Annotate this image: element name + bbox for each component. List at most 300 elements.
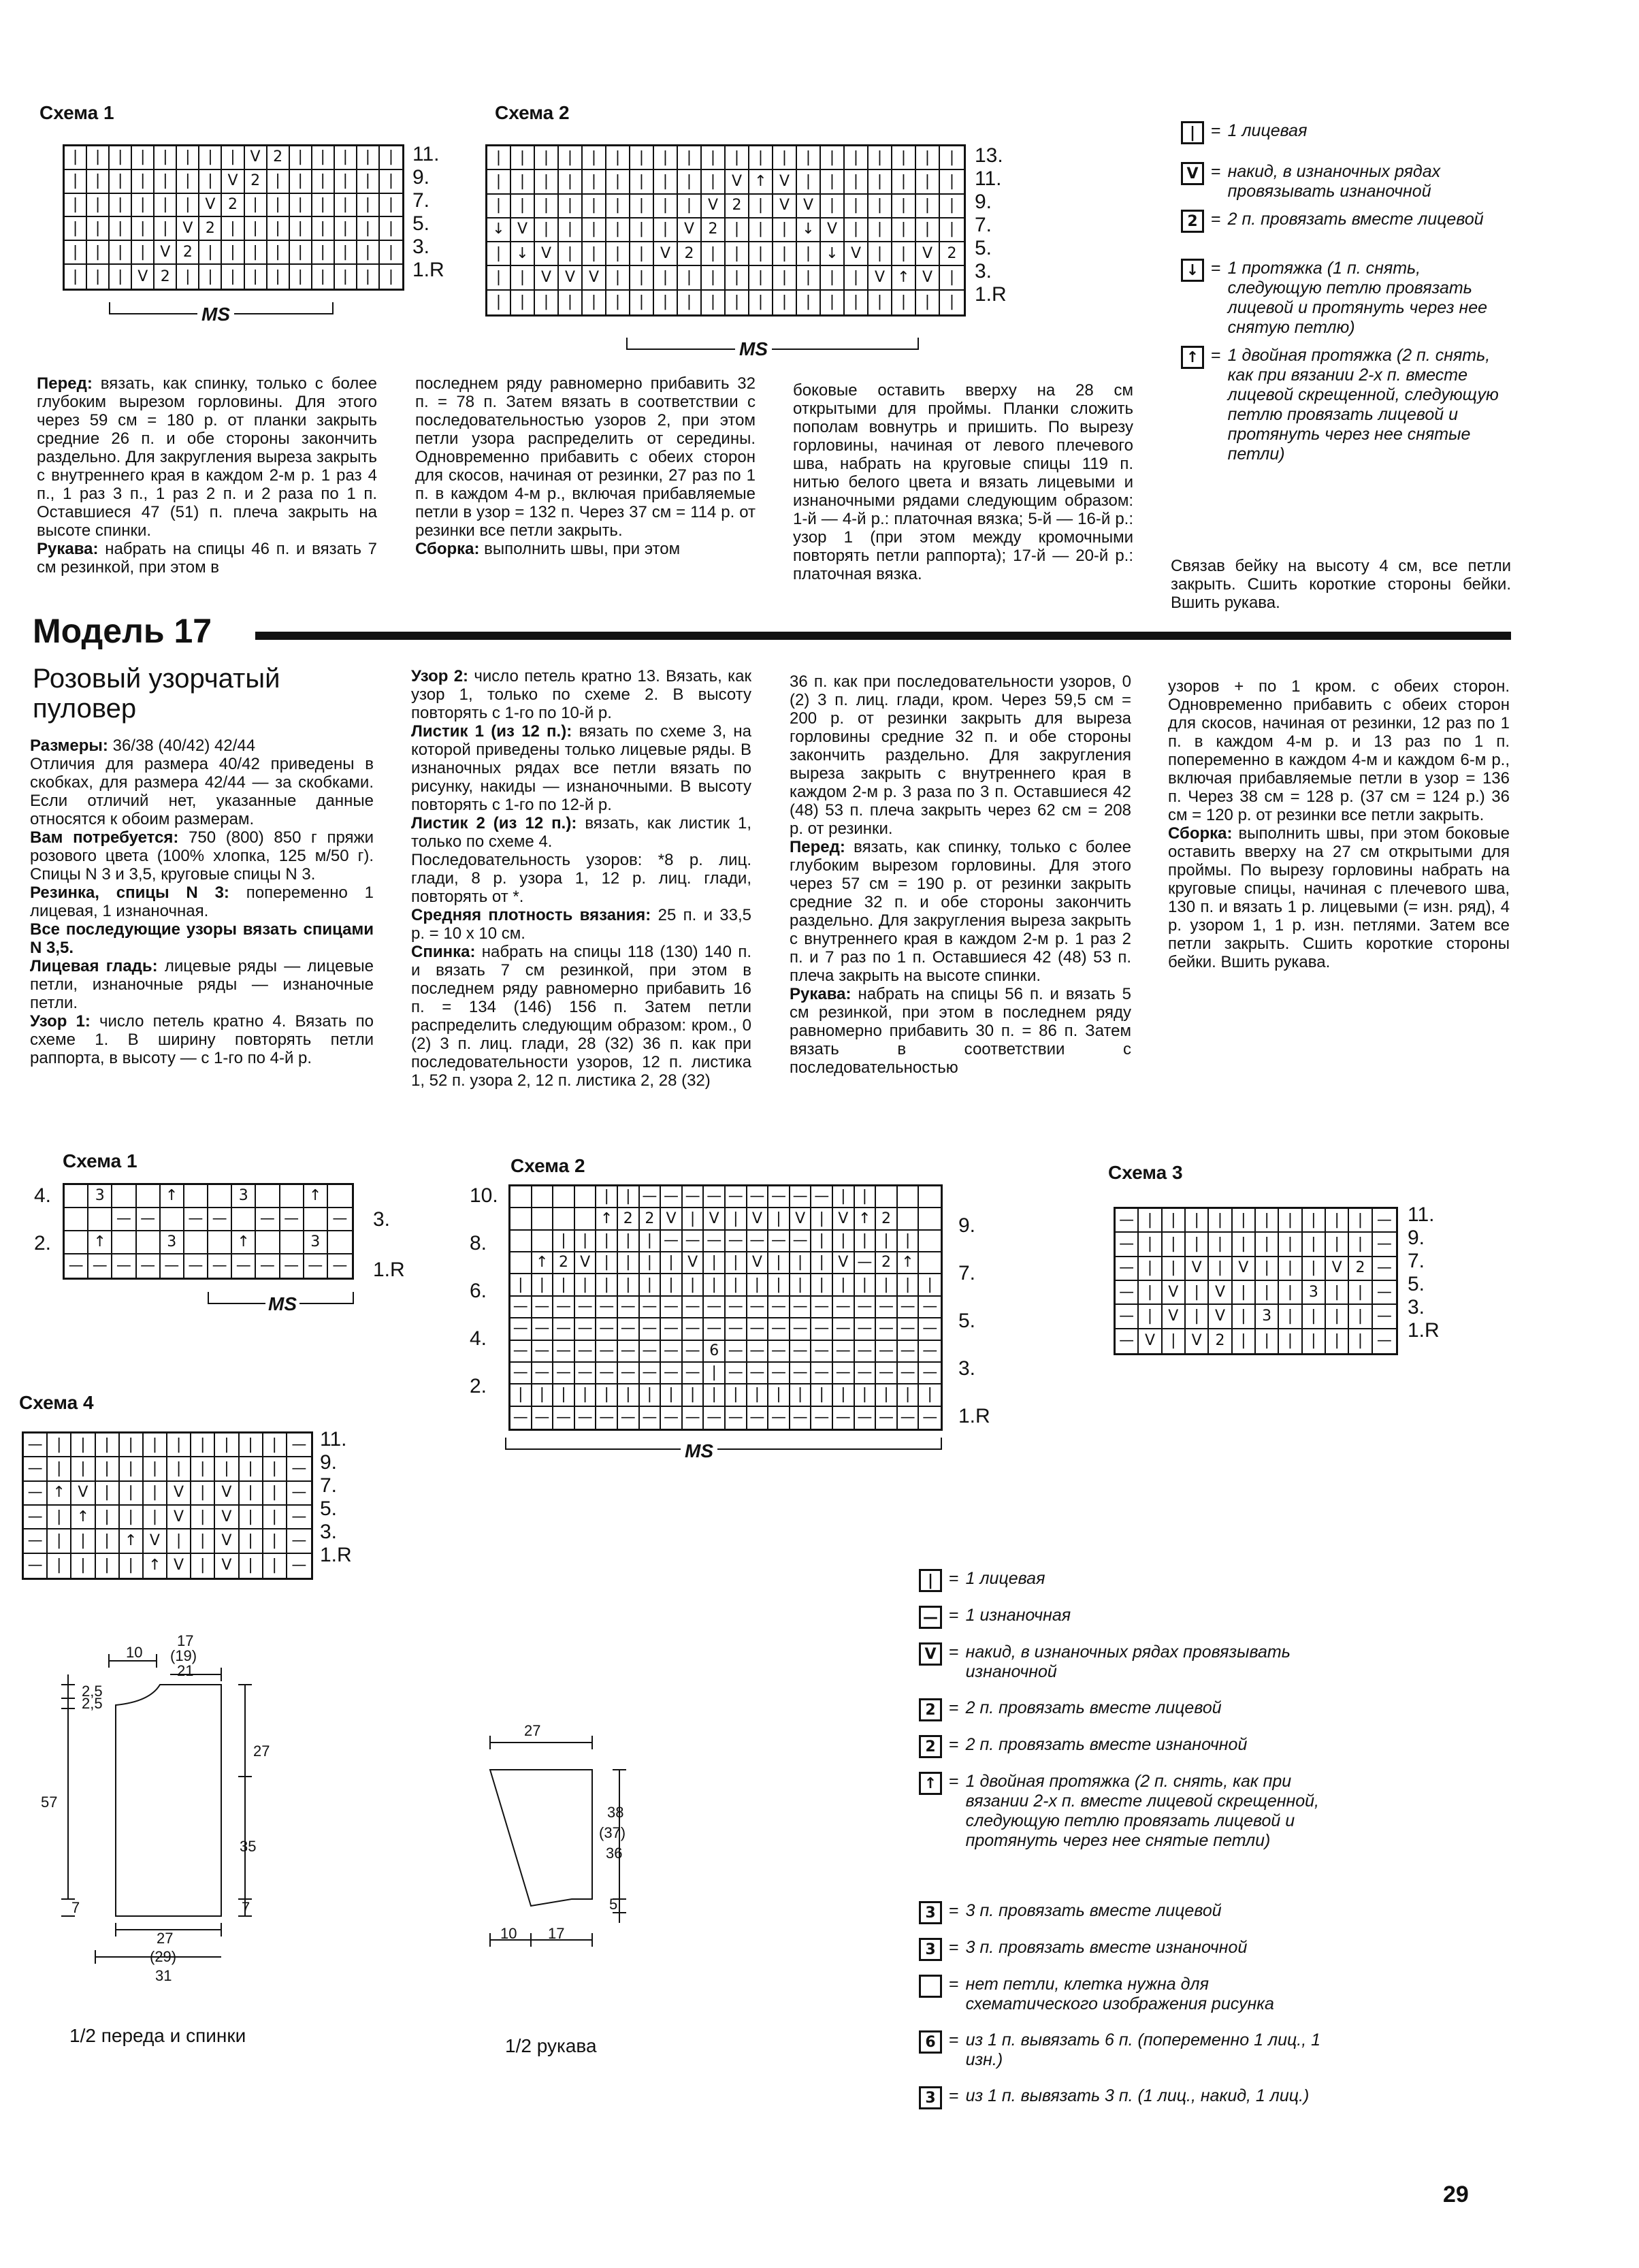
chart-cell: | — [65, 146, 87, 170]
legend-text: 2 п. провязать вместе лицевой — [965, 1698, 1222, 1717]
chart-cell: — — [726, 1341, 747, 1363]
chart-cell: V — [704, 1208, 726, 1230]
legend-item: | = 1 лицевая — [919, 1569, 1341, 1592]
chart-cell: ↑ — [232, 1231, 256, 1254]
chart-cell: | — [1303, 1257, 1326, 1281]
chart-cell: V — [559, 266, 583, 290]
chart-cell: — — [790, 1407, 812, 1429]
chart-cell: V — [1326, 1257, 1349, 1281]
dim-19: (19) — [170, 1647, 197, 1664]
chart-cell — [256, 1231, 280, 1254]
chart-cell: | — [821, 266, 845, 290]
row-number: 5. — [1408, 1273, 1425, 1295]
row-number: 9. — [958, 1214, 976, 1237]
chart-cell: | — [290, 146, 312, 170]
chart-cell: | — [335, 170, 357, 194]
chart-cell: | — [869, 218, 892, 242]
chart-cell: | — [630, 195, 654, 218]
chart-cell: — — [726, 1231, 747, 1252]
chart-cell: — — [704, 1318, 726, 1340]
chart-cell: — — [575, 1341, 597, 1363]
dim-7a: 7 — [71, 1899, 80, 1916]
legend-item: — = 1 изнаночная — [919, 1606, 1341, 1629]
chart-cell: | — [916, 146, 940, 170]
chart-cell: | — [583, 170, 606, 194]
chart-cell: | — [1163, 1233, 1186, 1257]
chart-cell: | — [1326, 1233, 1349, 1257]
model-text-col2: Узор 2: число петель кратно 13. Вязать, как узор 1, только по схеме 2. В высоту повторять с 1-го по 10-й р. Листик 1 (из 12 п.): вязать по схеме 3, на которой приведены только лицевые ряды. В изнаночных рядах все петли вязать по рисунку, накиды — изнаночными. В высоту повторять с 1-го по 12-й р. Листик 2 (из 12 п.): вязать, как листик 1, только по схеме 4. Последовательность узоров: *8 р. лиц. глади, 8 р. узора 1, 12 р. лиц. глади, повторять от *. Средняя плотность вязания: 25 п. и 33,5 р. = 10 х 10 см. Спинка: набрать на спицы 118 (130) 140 п. и вязать 7 см резинкой, при этом в последнем ряду равномерно прибавить 16 п. = 134 (146) 156 п. Затем петли распределить следующим образом: кром., 0 (2) 3 п. лиц. глади, 28 (32) 36 п. как при последовательности узоров, 12 п. листика 1, 52 п. узора 2, 12 п. листика 2, 28 (32) — [411, 667, 752, 1090]
chart-cell: — — [898, 1297, 920, 1318]
chart-cell: | — [120, 1554, 144, 1578]
chart-cell: — — [575, 1318, 597, 1340]
chart-cell: — — [704, 1231, 726, 1252]
chart-cell: 2 — [245, 170, 267, 194]
chart-cell: | — [155, 170, 177, 194]
row-number: 1.R — [1408, 1319, 1440, 1342]
chart-cell: | — [892, 195, 916, 218]
chart-cell: | — [811, 1384, 833, 1406]
chart-cell: | — [1303, 1329, 1326, 1353]
chart-cell: — — [683, 1186, 704, 1208]
chart-cell: | — [811, 1252, 833, 1274]
chart-cell: — — [208, 1208, 232, 1231]
legend-text: 1 двойная протяжка (2 п. снять, как при вязании 2-х п. вместе лицевой скрещенной, следующую петлю провязать лицевой и протянуть через нее снятые петли) — [1227, 346, 1499, 464]
chart-cell: | — [1326, 1209, 1349, 1233]
chart-cell: | — [916, 170, 940, 194]
chart-cell: | — [1139, 1305, 1162, 1329]
chart-cell: | — [240, 1554, 263, 1578]
chart-cell: | — [65, 265, 87, 289]
chart-cell: ↑ — [855, 1208, 877, 1230]
chart-cell: — — [876, 1341, 898, 1363]
chart-cell: | — [553, 1231, 575, 1252]
chart-cell: | — [215, 1457, 239, 1481]
chart-cell: | — [245, 194, 267, 218]
chart-cell: | — [532, 1274, 554, 1296]
sleeve-dim-38: 38 — [607, 1804, 624, 1821]
chart-cell: | — [704, 1252, 726, 1274]
chart-cell: | — [768, 1208, 790, 1230]
chart-cell: | — [606, 170, 630, 194]
chart-cell: — — [683, 1297, 704, 1318]
sleeve-dim-37: (37) — [599, 1824, 626, 1841]
chart-cell: | — [144, 1433, 167, 1457]
chart-cell: ↑ — [120, 1529, 144, 1553]
chart-cell: V — [683, 1252, 704, 1274]
chart-cell: — — [833, 1297, 855, 1318]
chart-cell: | — [640, 1274, 662, 1296]
chart-cell: | — [222, 146, 244, 170]
chart-cell: — — [747, 1363, 769, 1384]
chart-cell — [510, 1208, 532, 1230]
chart-cell: V — [245, 146, 267, 170]
chart-cell: V — [747, 1252, 769, 1274]
chart-cell: — — [232, 1254, 256, 1278]
row-number: 1.R — [320, 1544, 352, 1566]
chart-cell: | — [245, 241, 267, 265]
chart-cell: | — [654, 218, 678, 242]
top-text-col4: Связав бейку на высоту 4 см, все петли закрыть. Сшить короткие стороны бейки. Вшить рукава. — [1171, 557, 1511, 612]
chart-cell: | — [1279, 1305, 1302, 1329]
chart-cell: | — [630, 170, 654, 194]
chart-cell: | — [87, 241, 110, 265]
chart-cell: — — [898, 1363, 920, 1384]
row-number: 11. — [412, 143, 440, 165]
chart-cell — [280, 1185, 304, 1208]
chart-cell: | — [654, 291, 678, 314]
top-schema1-grid — [63, 144, 404, 291]
chart-cell: | — [511, 291, 535, 314]
chart-cell: — — [24, 1529, 48, 1553]
chart-cell: | — [1326, 1329, 1349, 1353]
chart-cell: | — [726, 291, 749, 314]
chart-cell: — — [640, 1341, 662, 1363]
chart-cell: — — [855, 1407, 877, 1429]
chart-cell — [876, 1186, 898, 1208]
chart-cell: | — [144, 1457, 167, 1481]
chart-cell: — — [24, 1433, 48, 1457]
chart-cell: | — [606, 266, 630, 290]
chart-cell: — — [553, 1407, 575, 1429]
chart-cell: — — [768, 1318, 790, 1340]
row-number: 9. — [975, 191, 992, 213]
chart-cell: ↑ — [749, 170, 773, 194]
chart-cell: | — [559, 170, 583, 194]
chart-cell: — — [596, 1318, 618, 1340]
chart-cell: — — [1116, 1233, 1139, 1257]
chart-cell: | — [855, 1231, 877, 1252]
chart-cell: — — [768, 1341, 790, 1363]
chart-cell: | — [263, 1506, 287, 1529]
ms-label: MS — [681, 1440, 717, 1462]
chart-cell: | — [575, 1231, 597, 1252]
chart-cell: — — [1373, 1233, 1396, 1257]
chart-cell: | — [654, 146, 678, 170]
legend-text: 2 п. провязать вместе изнаночной — [965, 1735, 1248, 1754]
chart-cell: | — [833, 1231, 855, 1252]
chart-cell — [553, 1208, 575, 1230]
chart-cell: 3 — [304, 1231, 328, 1254]
row-number: 7. — [412, 189, 430, 212]
legend-item: 3 = из 1 п. вывязать 3 п. (1 лиц., накид, 1 лиц.) — [919, 2086, 1341, 2109]
chart-cell: | — [191, 1457, 215, 1481]
legend-symbol: 6 — [919, 2030, 942, 2054]
chart-cell: — — [747, 1186, 769, 1208]
chart-cell: ↑ — [71, 1506, 95, 1529]
chart-cell: — — [833, 1407, 855, 1429]
chart-cell: | — [132, 241, 155, 265]
chart-cell — [232, 1208, 256, 1231]
bottom-schema3-grid — [1114, 1207, 1398, 1355]
chart-cell — [184, 1185, 208, 1208]
chart-cell: | — [898, 1384, 920, 1406]
chart-cell: | — [1163, 1209, 1186, 1233]
chart-cell: 2 — [222, 194, 244, 218]
chart-cell: | — [87, 217, 110, 241]
chart-cell: | — [335, 241, 357, 265]
chart-cell — [553, 1186, 575, 1208]
chart-cell: | — [821, 291, 845, 314]
chart-cell: | — [155, 146, 177, 170]
row-number: 9. — [1408, 1227, 1425, 1249]
chart-cell: — — [811, 1318, 833, 1340]
row-number: 1.R — [373, 1259, 405, 1281]
chart-cell: — — [747, 1341, 769, 1363]
dim-27b: 27 — [157, 1930, 174, 1947]
chart-cell: | — [892, 146, 916, 170]
chart-cell: | — [511, 195, 535, 218]
chart-cell: — — [532, 1407, 554, 1429]
chart-cell: | — [1256, 1257, 1279, 1281]
chart-cell: — — [747, 1297, 769, 1318]
chart-cell: | — [1279, 1257, 1302, 1281]
chart-cell: | — [869, 291, 892, 314]
ms-bracket — [626, 338, 919, 350]
chart-cell: | — [96, 1457, 120, 1481]
chart-cell: | — [87, 170, 110, 194]
chart-cell: V — [1186, 1257, 1209, 1281]
chart-cell: | — [553, 1274, 575, 1296]
chart-cell: | — [312, 146, 335, 170]
chart-cell: — — [790, 1341, 812, 1363]
chart-cell: — — [726, 1363, 747, 1384]
legend-text: 3 п. провязать вместе изнаночной — [965, 1938, 1248, 1957]
chart-cell: — — [1116, 1257, 1139, 1281]
chart-cell — [256, 1185, 280, 1208]
chart-cell: | — [1256, 1281, 1279, 1305]
chart-cell: V — [797, 195, 821, 218]
chart-cell: | — [1186, 1233, 1209, 1257]
chart-cell: | — [335, 265, 357, 289]
legend-symbol: 2 — [1181, 210, 1204, 233]
chart-cell: | — [388, 268, 394, 285]
chart-cell: — — [618, 1318, 640, 1340]
chart-cell: — — [304, 1254, 328, 1278]
dim-21: 21 — [177, 1662, 194, 1679]
chart-cell: — — [768, 1297, 790, 1318]
dim-17: 17 — [177, 1634, 194, 1649]
chart-cell: | — [167, 1433, 191, 1457]
row-number: 4. — [470, 1327, 487, 1350]
garment-outline — [116, 1685, 221, 1916]
chart-cell: | — [749, 195, 773, 218]
row-number: 9. — [412, 166, 430, 189]
chart-cell: | — [1163, 1257, 1186, 1281]
chart-cell: | — [535, 218, 559, 242]
chart-cell: | — [240, 1433, 263, 1457]
chart-cell: — — [112, 1208, 136, 1231]
chart-cell: | — [191, 1433, 215, 1457]
legend-item: ↓ = 1 протяжка (1 п. снять, следующую петлю провязать лицевой и протянуть через нее снятую петлю) — [1181, 259, 1508, 338]
chart-cell: | — [1186, 1305, 1209, 1329]
chart-cell: | — [120, 1457, 144, 1481]
chart-cell: — — [1116, 1209, 1139, 1233]
chart-cell: — — [898, 1318, 920, 1340]
chart-cell: V — [215, 1482, 239, 1506]
chart-cell: | — [1186, 1209, 1209, 1233]
chart-cell: | — [487, 242, 511, 266]
chart-cell: | — [1349, 1329, 1372, 1353]
chart-cell: ↑ — [304, 1185, 328, 1208]
chart-cell: | — [110, 170, 132, 194]
chart-cell: — — [661, 1231, 683, 1252]
legend-item: 2 = 2 п. провязать вместе лицевой — [919, 1698, 1341, 1721]
legend-symbol: | — [919, 1569, 942, 1592]
chart-cell: | — [702, 242, 726, 266]
chart-cell — [532, 1186, 554, 1208]
chart-cell: | — [869, 195, 892, 218]
chart-cell: | — [1233, 1209, 1256, 1233]
chart-cell: | — [683, 1274, 704, 1296]
chart-cell: | — [869, 146, 892, 170]
legend-text: 2 п. провязать вместе лицевой — [1227, 210, 1484, 229]
chart-cell: — — [618, 1363, 640, 1384]
dim-29: (29) — [150, 1948, 177, 1965]
chart-cell: 3 — [1256, 1305, 1279, 1329]
row-number: 6. — [470, 1280, 487, 1302]
chart-cell: | — [65, 217, 87, 241]
chart-cell: — — [328, 1208, 352, 1231]
chart-cell: | — [1139, 1281, 1162, 1305]
chart-cell: | — [1279, 1233, 1302, 1257]
chart-cell: — — [1373, 1305, 1396, 1329]
chart-cell: | — [96, 1506, 120, 1529]
legend-symbol: ↑ — [919, 1772, 942, 1795]
chart-cell: | — [290, 217, 312, 241]
legend-text: 1 двойная протяжка (2 п. снять, как при вязании 2-х п. вместе лицевой скрещенной, следующую петлю провязать лицевой и протянуть через нее снятые петли) — [965, 1772, 1319, 1850]
chart-cell: | — [916, 218, 940, 242]
chart-cell: | — [48, 1529, 71, 1553]
chart-cell: — — [704, 1297, 726, 1318]
chart-cell: — — [919, 1297, 941, 1318]
chart-cell: — — [811, 1297, 833, 1318]
chart-cell: — — [184, 1254, 208, 1278]
model-text-col3: 36 п. как при последовательности узоров, 0 (2) 3 п. лиц. глади, кром. Через 59,5 см = 200 р. от резинки закрыть для выреза горловины средние 32 п. и обе стороны закончить раздельно. Для закругления выреза закрыть с внутреннего края в каждом 2-м р. 3 раза по 3 п. Оставшиеся 42 (48) 53 п. плеча закрыть через 62 см = 208 р. от резинки. Перед: вязать, как спинку, только с более глубоким вырезом горловины. Для этого через 57 см = 190 р. от резинки закрыть средние 32 п. и обе стороны закончить раздельно. Для закругления выреза закрыть с внутреннего края в каждом 2-м р. 1 раз 2 п. и 7 раз по 1 п. Оставшиеся 42 (48) 53 п. плеча закрыть на высоте спинки. Рукава: набрать на спицы 56 п. и вязать 5 см резинкой, при этом в последнем ряду равномерно прибавить 30 п. = 86 п. Затем вязать в соответствии с последовательностью — [790, 673, 1131, 1077]
chart-cell: | — [155, 217, 177, 241]
chart-cell: | — [661, 1384, 683, 1406]
chart-cell: ↑ — [161, 1185, 184, 1208]
chart-cell: — — [137, 1208, 161, 1231]
chart-cell: — — [280, 1254, 304, 1278]
row-number: 5. — [320, 1497, 338, 1520]
chart-cell: | — [773, 146, 797, 170]
chart-cell: V — [215, 1506, 239, 1529]
row-number: 7. — [1408, 1250, 1425, 1272]
chart-cell: 2 — [876, 1208, 898, 1230]
chart-cell: V — [821, 218, 845, 242]
chart-cell: | — [683, 1208, 704, 1230]
chart-cell: | — [71, 1554, 95, 1578]
row-number: 7. — [975, 214, 992, 236]
chart-cell: — — [919, 1318, 941, 1340]
dim-57: 57 — [41, 1794, 58, 1811]
chart-cell: | — [267, 217, 290, 241]
chart-cell: | — [596, 1252, 618, 1274]
chart-cell: ↑ — [892, 266, 916, 290]
legend-symbol: — — [919, 1606, 942, 1629]
top-text-col1: Перед: вязать, как спинку, только с более глубоким вырезом горловины. Для этого через 59 см = 180 р. от планки закрыть средние 26 п. и обе стороны закончить раздельно. Для закругления выреза закрыть с внутреннего края в каждом 2-м р. 1 раз 4 п., 1 раз 3 п., 1 раз 2 п. и 2 раза по 1 п. Оставшиеся 47 (51) п. плеча закрыть на высоте спинки. Рукава: набрать на спицы 46 п. и вязать 7 см резинкой, при этом в — [37, 374, 377, 577]
chart-cell: | — [678, 266, 702, 290]
chart-cell: — — [790, 1186, 812, 1208]
chart-cell: | — [312, 194, 335, 218]
chart-cell: | — [855, 1384, 877, 1406]
chart-cell: | — [596, 1231, 618, 1252]
chart-cell: | — [583, 242, 606, 266]
chart-cell: | — [678, 146, 702, 170]
chart-cell: V — [726, 170, 749, 194]
chart-cell: | — [1186, 1281, 1209, 1305]
chart-cell: | — [290, 170, 312, 194]
chart-cell: | — [191, 1506, 215, 1529]
chart-cell: — — [811, 1186, 833, 1208]
chart-cell: — — [704, 1186, 726, 1208]
chart-cell: — — [855, 1363, 877, 1384]
chart-cell — [919, 1231, 941, 1252]
chart-cell: | — [821, 146, 845, 170]
legend-item: = нет петли, клетка нужна для схематического изображения рисунка — [919, 1975, 1341, 2014]
chart-cell: | — [357, 170, 380, 194]
chart-cell — [919, 1208, 941, 1230]
chart-cell — [575, 1186, 597, 1208]
chart-cell: | — [630, 266, 654, 290]
chart-cell — [510, 1231, 532, 1252]
chart-cell: — — [919, 1341, 941, 1363]
chart-cell: | — [335, 194, 357, 218]
row-number: 1.R — [958, 1405, 990, 1427]
chart-cell: V — [747, 1208, 769, 1230]
chart-cell: 2 — [640, 1208, 662, 1230]
chart-cell: | — [167, 1529, 191, 1553]
chart-cell: ↓ — [797, 218, 821, 242]
chart-cell: — — [855, 1297, 877, 1318]
chart-cell: | — [177, 194, 199, 218]
legend-symbol: V — [919, 1642, 942, 1666]
chart-cell: | — [790, 1252, 812, 1274]
chart-cell: — — [790, 1363, 812, 1384]
chart-cell: | — [654, 195, 678, 218]
chart-cell: V — [845, 242, 869, 266]
chart-cell: V — [1233, 1257, 1256, 1281]
chart-cell: 2 — [1349, 1257, 1372, 1281]
chart-cell: | — [263, 1457, 287, 1481]
chart-cell: | — [263, 1554, 287, 1578]
chart-cell: | — [199, 170, 222, 194]
chart-cell: | — [1233, 1281, 1256, 1305]
chart-cell: | — [845, 146, 869, 170]
chart-cell: | — [312, 170, 335, 194]
chart-cell: | — [240, 1482, 263, 1506]
chart-cell: V — [1209, 1305, 1232, 1329]
chart-cell: V — [583, 266, 606, 290]
row-number: 9. — [320, 1451, 338, 1474]
model-subtitle: Розовый узорчатый пуловер — [33, 664, 280, 724]
chart-cell: | — [132, 194, 155, 218]
chart-cell: | — [65, 170, 87, 194]
sleeve-diagram — [463, 1715, 667, 1974]
chart-cell: ↓ — [821, 242, 845, 266]
chart-cell: | — [1279, 1209, 1302, 1233]
chart-cell: — — [726, 1407, 747, 1429]
chart-cell: — — [661, 1186, 683, 1208]
chart-cell: | — [1349, 1305, 1372, 1329]
chart-cell: — — [1373, 1209, 1396, 1233]
chart-cell: | — [96, 1482, 120, 1506]
chart-cell: | — [949, 293, 955, 311]
chart-cell: | — [606, 291, 630, 314]
top-schema2-grid — [485, 144, 966, 317]
chart-cell: | — [704, 1384, 726, 1406]
chart-cell: 2 — [678, 242, 702, 266]
